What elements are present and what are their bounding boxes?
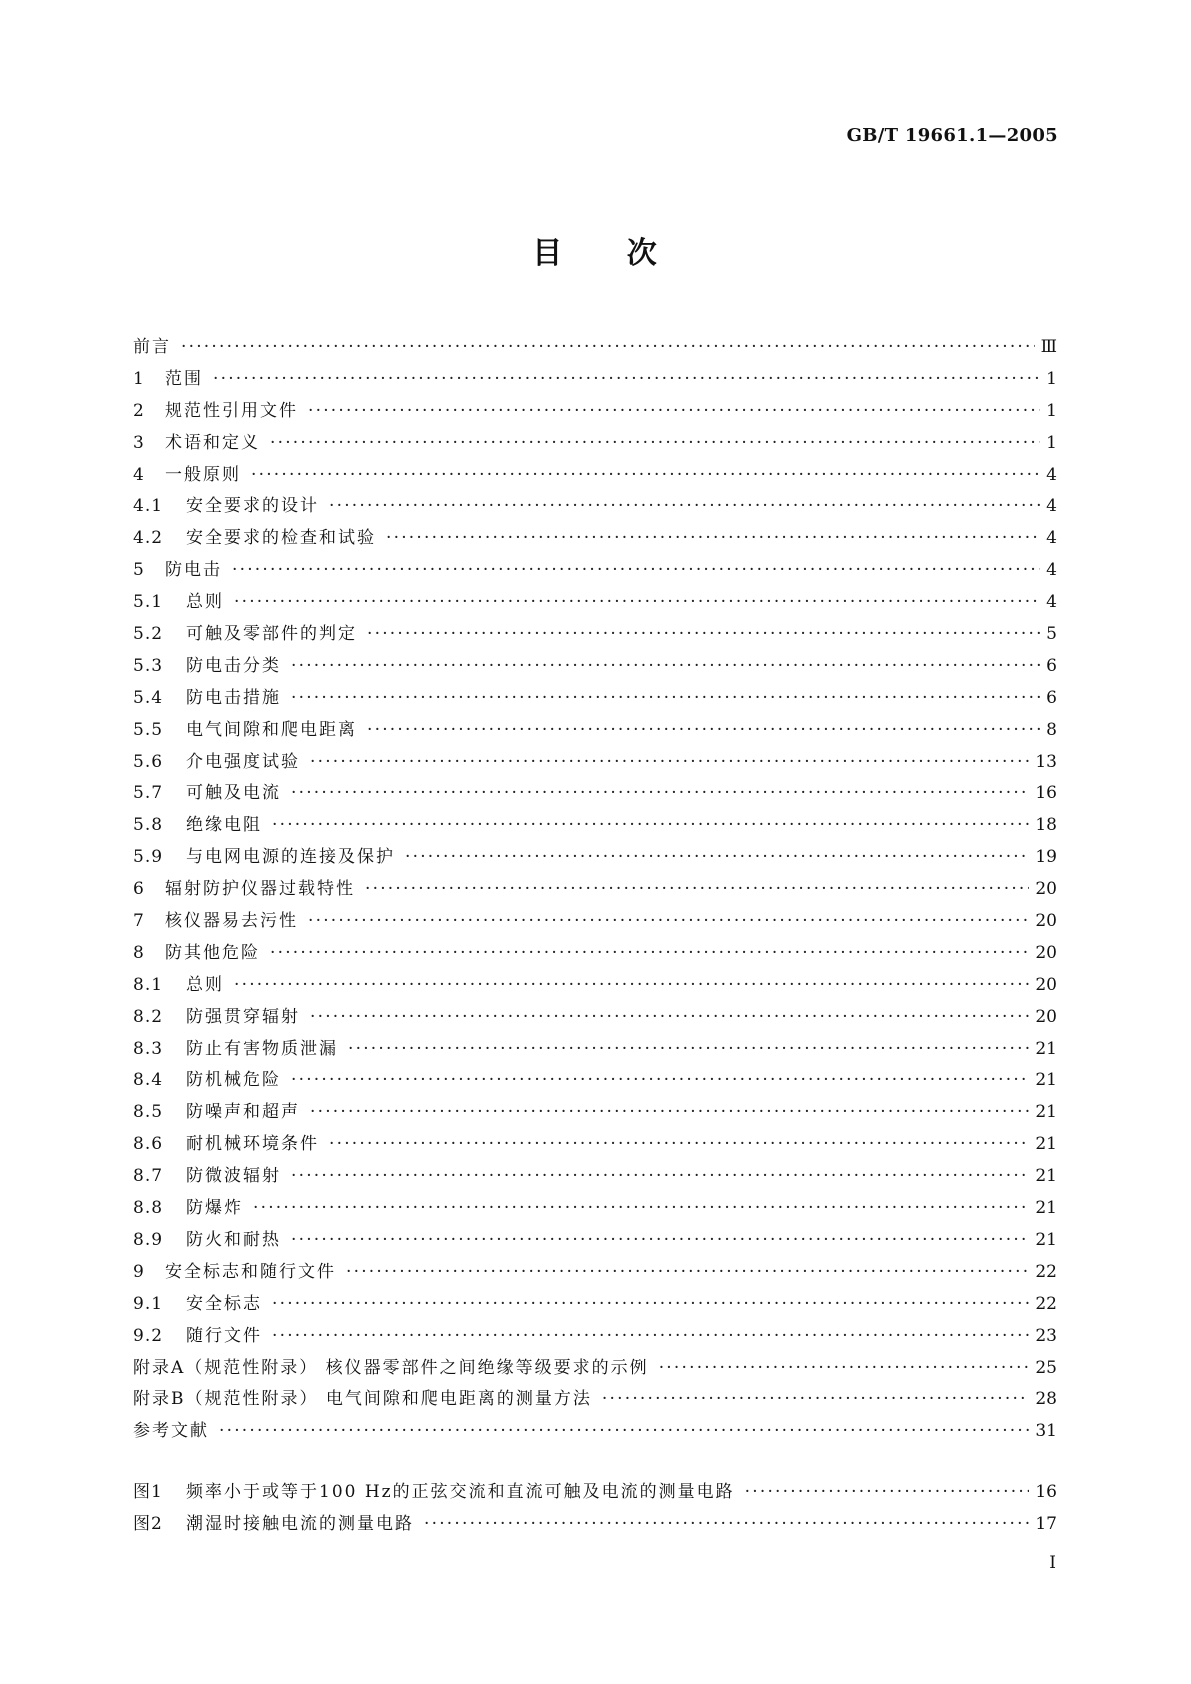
page-ref: 25	[1035, 1357, 1057, 1378]
page-ref: Ⅲ	[1040, 337, 1057, 357]
dot-leader	[308, 906, 1029, 938]
page-ref: 20	[1035, 1006, 1057, 1027]
section-title: 可触及零部件的判定	[186, 624, 357, 645]
page-ref: 20	[1035, 879, 1057, 900]
section-number: 4.2	[133, 528, 164, 549]
toc-entry	[133, 364, 1057, 396]
section-title: 安全标志	[186, 1293, 262, 1314]
section-number: 4.1	[133, 496, 164, 517]
dot-leader	[310, 1097, 1029, 1129]
section-number: 8.3	[133, 1038, 164, 1059]
section-number: 5.4	[133, 687, 164, 708]
section-number: 5.7	[133, 783, 164, 804]
section-title: 随行文件	[186, 1325, 262, 1346]
page-ref: 20	[1035, 942, 1057, 963]
page-ref: 13	[1035, 751, 1057, 772]
toc-entry	[133, 1289, 1057, 1321]
toc-entry	[133, 1193, 1057, 1225]
section-title: 可触及电流	[186, 783, 281, 804]
figure-entry	[133, 1509, 1057, 1541]
toc-entry	[133, 715, 1057, 747]
dot-leader	[213, 364, 1040, 396]
dot-leader	[329, 491, 1040, 523]
figure-entry	[133, 1477, 1057, 1509]
figure-list	[133, 1477, 1057, 1541]
toc-entry	[133, 747, 1057, 779]
page-ref: 19	[1035, 847, 1057, 868]
page-ref: 16	[1035, 783, 1057, 804]
page-ref: 31	[1035, 1421, 1057, 1442]
dot-leader	[329, 1129, 1029, 1161]
section-title: 介电强度试验	[186, 751, 300, 772]
section-title: 安全标志和随行文件	[165, 1261, 336, 1282]
section-number: 9.1	[133, 1293, 164, 1314]
dot-leader	[308, 396, 1040, 428]
page-ref: 17	[1035, 1513, 1057, 1534]
toc-entry	[133, 970, 1057, 1002]
page-ref: 21	[1035, 1134, 1057, 1155]
figure-title: 潮湿时接触电流的测量电路	[186, 1513, 414, 1534]
toc-entry	[133, 587, 1057, 619]
dot-leader	[270, 938, 1029, 970]
dot-leader	[253, 1193, 1029, 1225]
section-title: 一般原则	[165, 464, 241, 485]
dot-leader	[291, 1065, 1029, 1097]
section-title: 辐射防护仪器过载特性	[165, 879, 355, 900]
section-number: 5.3	[133, 655, 164, 676]
section-title: 耐机械环境条件	[186, 1134, 319, 1155]
toc-entry	[133, 491, 1057, 523]
page-ref: 5	[1046, 624, 1057, 645]
section-title: 防火和耐热	[186, 1229, 281, 1250]
page-ref: 6	[1046, 687, 1057, 708]
page-ref: 18	[1035, 815, 1057, 836]
dot-leader	[232, 555, 1040, 587]
section-number: 5.8	[133, 815, 164, 836]
toc-entry	[133, 842, 1057, 874]
section-number: 2	[133, 400, 145, 421]
section-title: 总则	[186, 592, 224, 613]
dot-leader	[219, 1416, 1029, 1448]
page-ref: 23	[1035, 1325, 1057, 1346]
section-title: 防机械危险	[186, 1070, 281, 1091]
page-ref: 6	[1046, 655, 1057, 676]
section-title: 防爆炸	[186, 1198, 243, 1219]
section-number: 5	[133, 560, 145, 581]
toc-entry	[133, 1321, 1057, 1353]
section-title: 附录B（规范性附录） 电气间隙和爬电距离的测量方法	[133, 1389, 592, 1410]
toc-entry	[133, 460, 1057, 492]
dot-leader	[346, 1257, 1029, 1289]
page-ref: 4	[1046, 496, 1057, 517]
section-number: 5.6	[133, 751, 164, 772]
dot-leader	[348, 1034, 1029, 1066]
section-number: 8.2	[133, 1006, 164, 1027]
table-of-contents	[133, 332, 1057, 1448]
section-title: 范围	[165, 368, 203, 389]
figure-number: 图1	[133, 1482, 163, 1502]
toc-entry	[133, 874, 1057, 906]
section-title: 防强贯穿辐射	[186, 1006, 300, 1027]
page-ref: 22	[1035, 1261, 1057, 1282]
dot-leader	[272, 810, 1029, 842]
section-title: 参考文献	[133, 1421, 209, 1442]
section-number: 7	[133, 911, 145, 932]
section-title: 安全要求的设计	[186, 496, 319, 517]
toc-entry	[133, 810, 1057, 842]
dot-leader	[310, 1002, 1029, 1034]
page-ref: 21	[1035, 1229, 1057, 1250]
toc-entry	[133, 778, 1057, 810]
dot-leader	[270, 428, 1040, 460]
toc-entry	[133, 396, 1057, 428]
section-number: 8.7	[133, 1166, 164, 1187]
section-title: 总则	[186, 974, 224, 995]
dot-leader	[367, 715, 1040, 747]
section-title: 防噪声和超声	[186, 1102, 300, 1123]
page-ref: 16	[1035, 1482, 1057, 1502]
section-title: 规范性引用文件	[165, 400, 298, 421]
section-number: 5.5	[133, 719, 164, 740]
dot-leader	[386, 523, 1040, 555]
section-number: 8.4	[133, 1070, 164, 1091]
section-number: 1	[133, 368, 145, 389]
dot-leader	[405, 842, 1029, 874]
section-title: 附录A（规范性附录） 核仪器零部件之间绝缘等级要求的示例	[133, 1357, 649, 1378]
page-ref: 4	[1046, 528, 1057, 549]
dot-leader	[291, 651, 1040, 683]
section-title: 术语和定义	[165, 432, 260, 453]
toc-entry	[133, 651, 1057, 683]
section-title: 核仪器易去污性	[165, 911, 298, 932]
dot-leader	[365, 874, 1029, 906]
page-ref: 21	[1035, 1070, 1057, 1091]
section-number: 8	[133, 942, 145, 963]
toc-entry	[133, 1161, 1057, 1193]
dot-leader	[251, 460, 1040, 492]
page-number: I	[1049, 1553, 1056, 1573]
section-number: 5.9	[133, 847, 164, 868]
toc-entry	[133, 1384, 1057, 1416]
page-ref: 1	[1046, 400, 1057, 421]
section-title: 前言	[133, 337, 171, 357]
section-number: 3	[133, 432, 145, 453]
page-ref: 21	[1035, 1038, 1057, 1059]
page-ref: 1	[1046, 368, 1057, 389]
dot-leader	[367, 619, 1040, 651]
page-ref: 21	[1035, 1166, 1057, 1187]
page-ref: 21	[1035, 1102, 1057, 1123]
page-ref: 28	[1035, 1389, 1057, 1410]
toc-entry	[133, 1002, 1057, 1034]
section-title: 与电网电源的连接及保护	[186, 847, 395, 868]
section-number: 4	[133, 464, 145, 485]
page-ref: 4	[1046, 464, 1057, 485]
section-number: 9	[133, 1261, 145, 1282]
dot-leader	[291, 683, 1040, 715]
toc-entry	[133, 683, 1057, 715]
section-title: 防电击分类	[186, 655, 281, 676]
dot-leader	[310, 747, 1029, 779]
toc-entry	[133, 555, 1057, 587]
toc-entry	[133, 332, 1057, 364]
toc-entry	[133, 1034, 1057, 1066]
section-number: 8.6	[133, 1134, 164, 1155]
figure-title: 频率小于或等于100 Hz的正弦交流和直流可触及电流的测量电路	[186, 1482, 735, 1502]
section-number: 8.5	[133, 1102, 164, 1123]
dot-leader	[272, 1321, 1029, 1353]
section-number: 8.8	[133, 1198, 164, 1219]
toc-entry	[133, 1225, 1057, 1257]
section-title: 电气间隙和爬电距离	[186, 719, 357, 740]
section-title: 绝缘电阻	[186, 815, 262, 836]
section-number: 9.2	[133, 1325, 164, 1346]
dot-leader	[291, 1225, 1029, 1257]
section-title: 防微波辐射	[186, 1166, 281, 1187]
toc-entry	[133, 938, 1057, 970]
toc-entry	[133, 906, 1057, 938]
page-ref: 20	[1035, 974, 1057, 995]
toc-entry	[133, 428, 1057, 460]
toc-entry	[133, 1097, 1057, 1129]
page-title: 目 次	[532, 236, 659, 271]
page-ref: 21	[1035, 1198, 1057, 1219]
toc-entry	[133, 1257, 1057, 1289]
toc-entry	[133, 1416, 1057, 1448]
dot-leader	[659, 1353, 1030, 1385]
standard-code: GB/T 19661.1—2005	[846, 125, 1058, 146]
toc-entry	[133, 1129, 1057, 1161]
section-number: 5.1	[133, 592, 164, 613]
toc-entry	[133, 1353, 1057, 1385]
section-number: 8.1	[133, 974, 164, 995]
toc-entry	[133, 523, 1057, 555]
section-title: 防电击措施	[186, 687, 281, 708]
dot-leader	[272, 1289, 1029, 1321]
page-ref: 4	[1046, 592, 1057, 613]
page-ref: 20	[1035, 911, 1057, 932]
page-ref: 4	[1046, 560, 1057, 581]
section-title: 安全要求的检查和试验	[186, 528, 376, 549]
toc-entry	[133, 619, 1057, 651]
figure-number: 图2	[133, 1513, 163, 1534]
dot-leader	[745, 1477, 1030, 1509]
page-ref: 1	[1046, 432, 1057, 453]
dot-leader	[602, 1384, 1029, 1416]
dot-leader	[424, 1509, 1029, 1541]
page-ref: 22	[1035, 1293, 1057, 1314]
dot-leader	[234, 587, 1040, 619]
section-title: 防电击	[165, 560, 222, 581]
section-number: 8.9	[133, 1229, 164, 1250]
toc-entry	[133, 1065, 1057, 1097]
dot-leader	[181, 332, 1035, 364]
page-ref: 8	[1046, 719, 1057, 740]
section-number: 6	[133, 879, 145, 900]
section-title: 防其他危险	[165, 942, 260, 963]
section-number: 5.2	[133, 624, 164, 645]
dot-leader	[291, 778, 1029, 810]
section-title: 防止有害物质泄漏	[186, 1038, 338, 1059]
dot-leader	[234, 970, 1029, 1002]
dot-leader	[291, 1161, 1029, 1193]
